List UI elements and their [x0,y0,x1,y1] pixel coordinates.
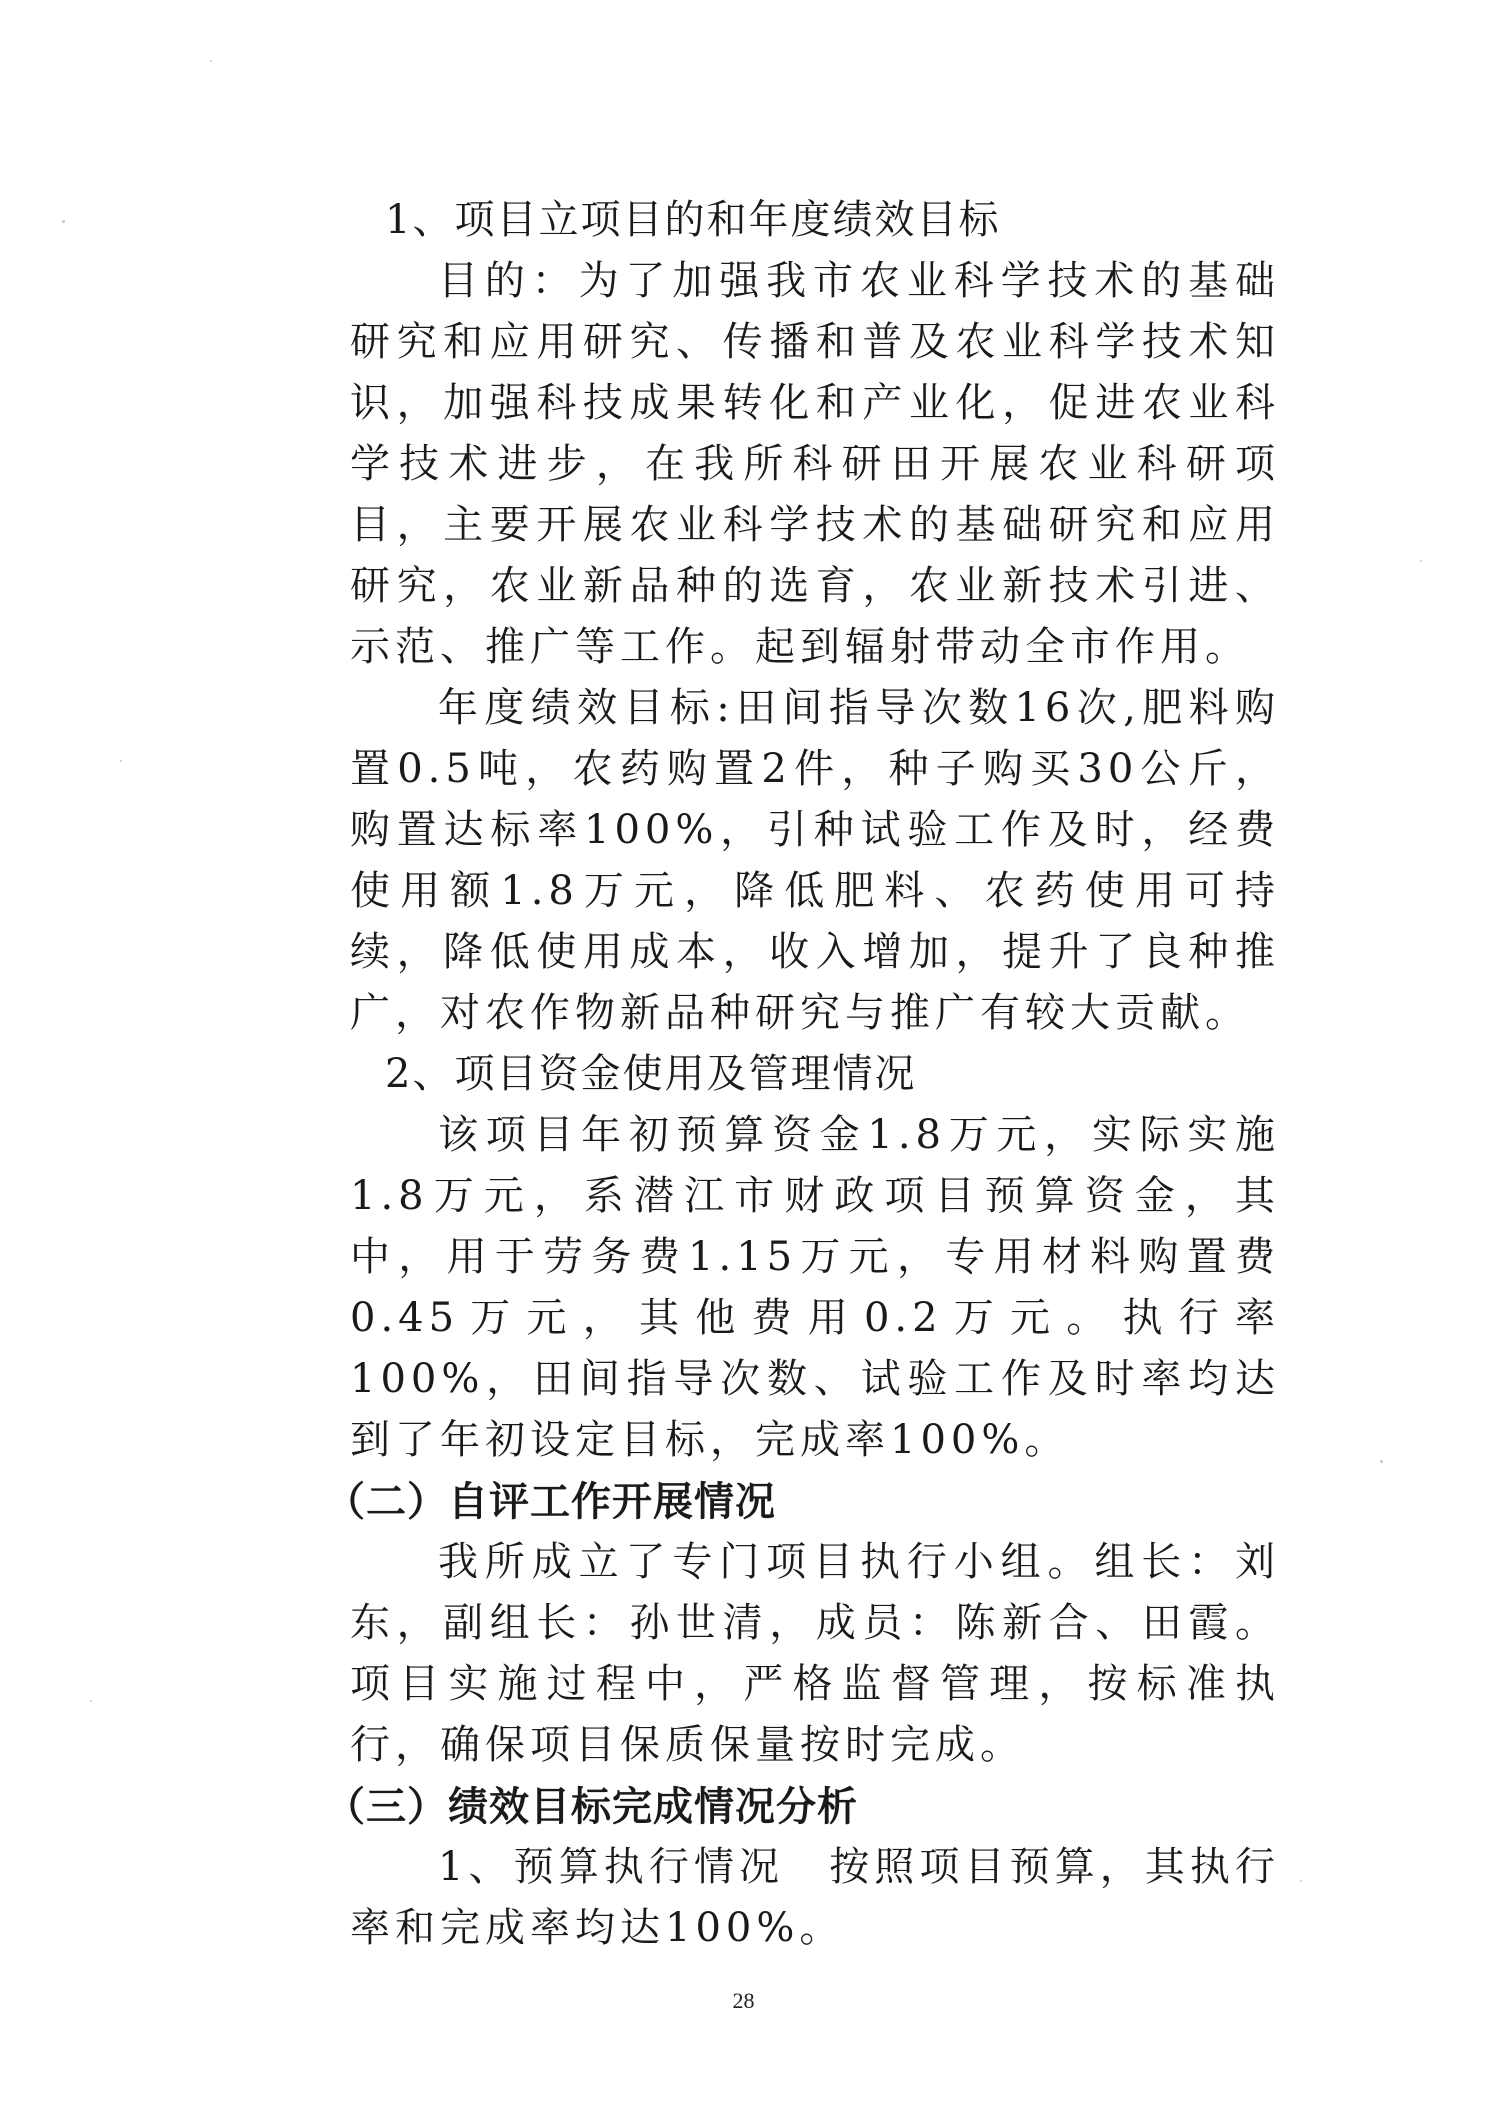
paragraph-project-purpose: 目的：为了加强我市农业科学技术的基础研究和应用研究、传播和普及农业科学技术知识，加强科技成果转化和产业化，促进农业科学技术进步，在我所科研田开展农业科研项目，主要开展农业科学技术的基础研究和应用研究，农业新品种的选育，农业新技术引进、示范、推广等工作。起到辐射带动全市作用。 [350,258,1280,670]
scan-speck [90,1700,92,1702]
paragraph-fund-usage: 该项目年初预算资金1.8万元，实际实施1.8万元，系潜江市财政项目预算资金，其中，用于劳务费1.15万元，专用材料购置费0.45万元，其他费用0.2万元。执行率100%，田间指导次数、试验工作及时率均达到了年初设定目标，完成率100%。 [350,1112,1280,1463]
paragraph-annual-performance-goals: 年度绩效目标:田间指导次数16次,肥料购置0.5吨，农药购置2件，种子购买30公斤，购置达标率100%，引种试验工作及时，经费使用额1.8万元，降低肥料、农药使用可持续，降低使用成本，收入增加，提升了良种推广，对农作物新品种研究与推广有较大贡献。 [350,685,1280,1036]
scan-speck [1300,1880,1302,1882]
scan-speck [62,220,65,223]
scan-speck [1380,1460,1383,1463]
section-heading-performance-analysis: （三）绩效目标完成情况分析 [325,1783,858,1830]
paragraph-budget-execution: 1、预算执行情况 按照项目预算，其执行率和完成率均达100%。 [350,1844,1280,1951]
paragraph-self-evaluation: 我所成立了专门项目执行小组。组长：刘东，副组长：孙世清，成员：陈新合、田霞。项目实施过程中，严格监督管理，按标准执行，确保项目保质保量按时完成。 [350,1539,1280,1768]
subheading-project-purpose-and-goals: 1、项目立项目的和年度绩效目标 [385,197,1001,243]
scan-speck [1420,560,1422,562]
page-number: 28 [732,1988,755,2013]
section-heading-self-evaluation: （二）自评工作开展情况 [325,1478,776,1525]
document-body [325,190,1280,1959]
scan-speck [120,760,122,762]
subheading-fund-usage: 2、项目资金使用及管理情况 [385,1051,917,1097]
scan-speck [210,60,212,62]
